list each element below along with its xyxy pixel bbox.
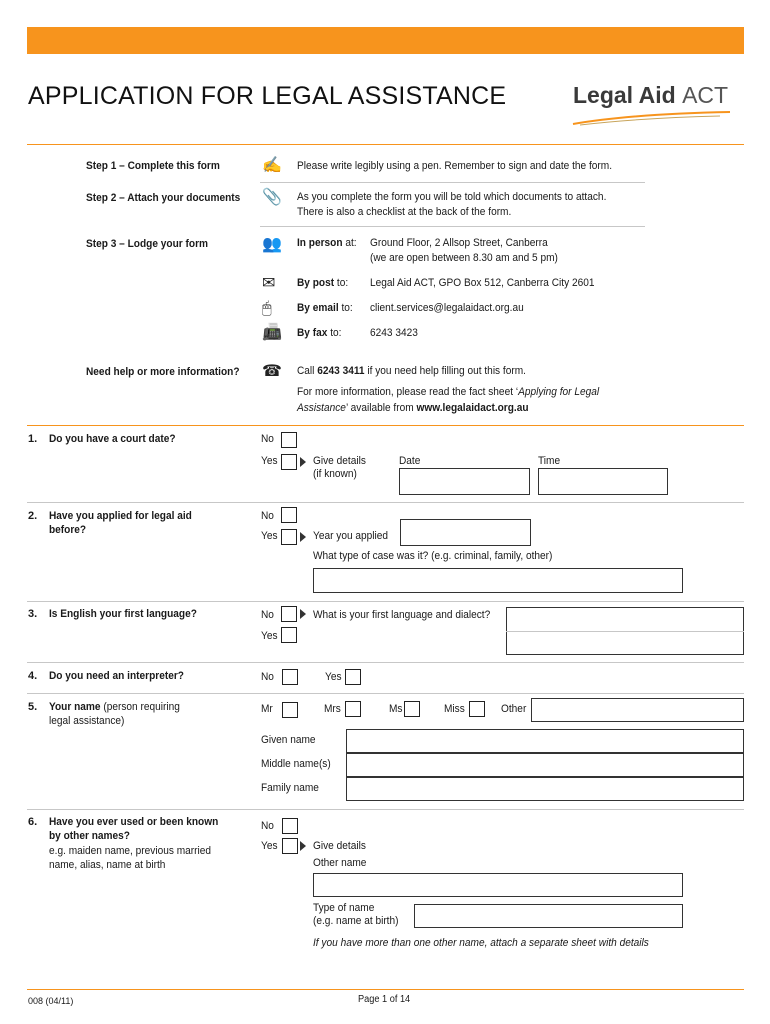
q2-yes-label: Yes	[261, 530, 278, 542]
q5-given-name-field[interactable]	[346, 729, 744, 753]
step-divider	[260, 226, 645, 227]
q6-yes-label: Yes	[261, 840, 278, 852]
fact-sheet-title-part1: Applying for Legal	[518, 386, 600, 398]
q2-year-field[interactable]	[400, 519, 531, 546]
q1-date-field[interactable]	[399, 468, 530, 495]
in-person-address: Ground Floor, 2 Allsop Street, Canberra	[370, 237, 548, 249]
q2-number: 2.	[28, 510, 38, 522]
post-address: Legal Aid ACT, GPO Box 512, Canberra City 2601	[370, 277, 595, 289]
q5-ms-checkbox[interactable]	[404, 701, 420, 717]
email-address[interactable]: client.services@legalaidact.org.au	[370, 302, 524, 314]
q3-yes-checkbox[interactable]	[281, 627, 297, 643]
q5-question-rest: (person requiring	[103, 701, 180, 713]
help-phone: 6243 3411	[317, 365, 365, 377]
q3-question: Is English your first language?	[49, 608, 197, 620]
website-link[interactable]: www.legalaidact.org.au	[416, 402, 529, 414]
q5-question-line1	[49, 701, 180, 713]
form-code: 008 (04/11)	[28, 996, 74, 1006]
q6-no-label: No	[261, 820, 274, 832]
q2-no-label: No	[261, 510, 274, 522]
q6-other-name-label: Other name	[313, 857, 367, 869]
email-row	[297, 302, 353, 314]
q6-note: If you have more than one other name, attach a separate sheet with details	[313, 937, 649, 949]
q2-case-type-field[interactable]	[313, 568, 683, 593]
post-row	[297, 277, 348, 289]
page-title: APPLICATION FOR LEGAL ASSISTANCE	[28, 82, 507, 110]
email-label: By email	[297, 302, 339, 314]
step1-text: Please write legibly using a pen. Remember to sign and date the form.	[297, 160, 613, 172]
q1-if-known: (if known)	[313, 468, 357, 480]
q6-other-name-field[interactable]	[313, 873, 683, 897]
q6-question-line2: by other names?	[49, 830, 130, 842]
arrow-right-icon	[300, 841, 306, 851]
pen-writing-icon: ✍	[262, 157, 282, 174]
fax-machine-icon: 📠	[262, 324, 282, 341]
q5-family-name-label: Family name	[261, 782, 319, 794]
q6-type-of-name-field[interactable]	[414, 904, 683, 928]
page-number: Page 1 of 14	[358, 994, 411, 1005]
q4-yes-label: Yes	[325, 671, 342, 683]
q1-time-field[interactable]	[538, 468, 668, 495]
q1-number: 1.	[28, 433, 38, 445]
fax-number: 6243 3423	[370, 327, 418, 339]
section-divider	[27, 601, 744, 602]
envelope-icon: ✉	[262, 275, 276, 292]
q5-mr-checkbox[interactable]	[282, 702, 298, 718]
arrow-right-icon	[300, 609, 306, 619]
q5-miss-label: Miss	[444, 703, 465, 715]
arrow-right-icon	[300, 532, 306, 542]
help-label: Need help or more information?	[86, 366, 240, 378]
section-divider	[27, 809, 744, 810]
q6-no-checkbox[interactable]	[282, 818, 298, 834]
q1-yes-checkbox[interactable]	[281, 454, 297, 470]
q2-case-type-label: What type of case was it? (e.g. criminal, family, other)	[313, 550, 553, 562]
step2-label: Step 2 – Attach your documents	[86, 192, 241, 204]
more-info-prefix: For more information, please read the fact sheet ‘	[297, 386, 519, 398]
q5-family-name-field[interactable]	[346, 777, 744, 801]
q5-question-bold: Your name	[49, 701, 101, 713]
q5-miss-checkbox[interactable]	[469, 701, 485, 717]
email-suffix: to:	[341, 302, 353, 314]
q5-middle-names-label: Middle name(s)	[261, 758, 331, 770]
post-suffix: to:	[336, 277, 349, 289]
q6-number: 6.	[28, 816, 38, 828]
help-call-rest: if you need help filling out this form.	[367, 365, 526, 377]
fax-suffix: to:	[330, 327, 342, 339]
more-info-line1	[297, 386, 599, 398]
q6-example-line1: e.g. maiden name, previous married	[49, 845, 212, 857]
step1-label: Step 1 – Complete this form	[86, 160, 220, 172]
q3-no-checkbox[interactable]	[281, 606, 297, 622]
q5-question-line2: legal assistance)	[49, 715, 125, 727]
q4-number: 4.	[28, 670, 38, 682]
in-person-label: In person	[297, 237, 343, 249]
q5-number: 5.	[28, 701, 38, 713]
section-divider	[27, 662, 744, 663]
fax-label: By fax	[297, 327, 328, 339]
q3-no-label: No	[261, 609, 274, 621]
q6-type-of-name-line2: (e.g. name at birth)	[313, 915, 399, 927]
q6-question-line1: Have you ever used or been known	[49, 816, 219, 828]
step2-text-line1: As you complete the form you will be told which documents to attach.	[297, 191, 607, 203]
field-inner-divider	[506, 631, 744, 632]
top-accent-bar	[27, 27, 744, 54]
q6-example-line2: name, alias, name at birth	[49, 859, 166, 871]
computer-mouse-icon: 🖱	[262, 300, 272, 317]
q6-yes-checkbox[interactable]	[282, 838, 298, 854]
q5-mr-label: Mr	[261, 703, 273, 715]
section-divider	[27, 502, 744, 503]
q2-year-applied-label: Year you applied	[313, 530, 389, 542]
post-label: By post	[297, 277, 335, 289]
q2-yes-checkbox[interactable]	[281, 529, 297, 545]
q5-ms-label: Ms	[389, 703, 403, 715]
q5-given-name-label: Given name	[261, 734, 316, 746]
q3-yes-label: Yes	[261, 630, 278, 642]
q4-question: Do you need an interpreter?	[49, 670, 184, 682]
q5-mrs-checkbox[interactable]	[345, 701, 361, 717]
q1-date-label: Date	[399, 455, 421, 467]
q1-no-label: No	[261, 433, 274, 445]
help-call-text	[297, 365, 526, 377]
more-info-line2	[297, 402, 529, 414]
legal-aid-act-logo	[573, 82, 728, 109]
fact-sheet-title-part2: Assistance	[297, 402, 346, 414]
q1-give-details: Give details	[313, 455, 366, 467]
q2-question-line2: before?	[49, 524, 87, 536]
header-divider	[27, 144, 744, 145]
q3-number: 3.	[28, 608, 38, 620]
step-divider	[260, 182, 645, 183]
in-person-suffix: at:	[345, 237, 357, 249]
q1-no-checkbox[interactable]	[281, 432, 297, 448]
q5-middle-names-field[interactable]	[346, 753, 744, 777]
telephone-icon: ☎	[262, 363, 282, 380]
fax-row	[297, 327, 341, 339]
people-icon: 👥	[262, 236, 282, 253]
logo-main-text: Legal Aid	[573, 82, 676, 108]
logo-act-text: ACT	[682, 82, 729, 108]
q6-give-details: Give details	[313, 840, 366, 852]
q2-question-line1: Have you applied for legal aid	[49, 510, 192, 522]
q5-other-label: Other	[501, 703, 527, 715]
q6-type-of-name-line1: Type of name	[313, 902, 375, 914]
step3-label: Step 3 – Lodge your form	[86, 238, 209, 250]
in-person-row	[297, 237, 357, 249]
q2-no-checkbox[interactable]	[281, 507, 297, 523]
q4-no-checkbox[interactable]	[282, 669, 298, 685]
q3-first-language-label: What is your first language and dialect?	[313, 609, 491, 621]
section-divider	[27, 425, 744, 426]
q1-yes-label: Yes	[261, 455, 278, 467]
q4-no-label: No	[261, 671, 274, 683]
in-person-hours: (we are open between 8.30 am and 5 pm)	[370, 252, 558, 264]
q4-yes-checkbox[interactable]	[345, 669, 361, 685]
arrow-right-icon	[300, 457, 306, 467]
step2-text-line2: There is also a checklist at the back of the form.	[297, 206, 512, 218]
q5-other-field[interactable]	[531, 698, 744, 722]
paperclip-icon: 📎	[262, 189, 282, 206]
q1-question: Do you have a court date?	[49, 433, 176, 445]
help-call-word: Call	[297, 365, 315, 377]
q1-time-label: Time	[538, 455, 561, 467]
q5-mrs-label: Mrs	[324, 703, 341, 715]
logo-swoosh-icon	[570, 108, 740, 128]
footer-divider	[27, 989, 744, 990]
more-info-suffix: ’ available from	[345, 402, 414, 414]
section-divider	[27, 693, 744, 694]
